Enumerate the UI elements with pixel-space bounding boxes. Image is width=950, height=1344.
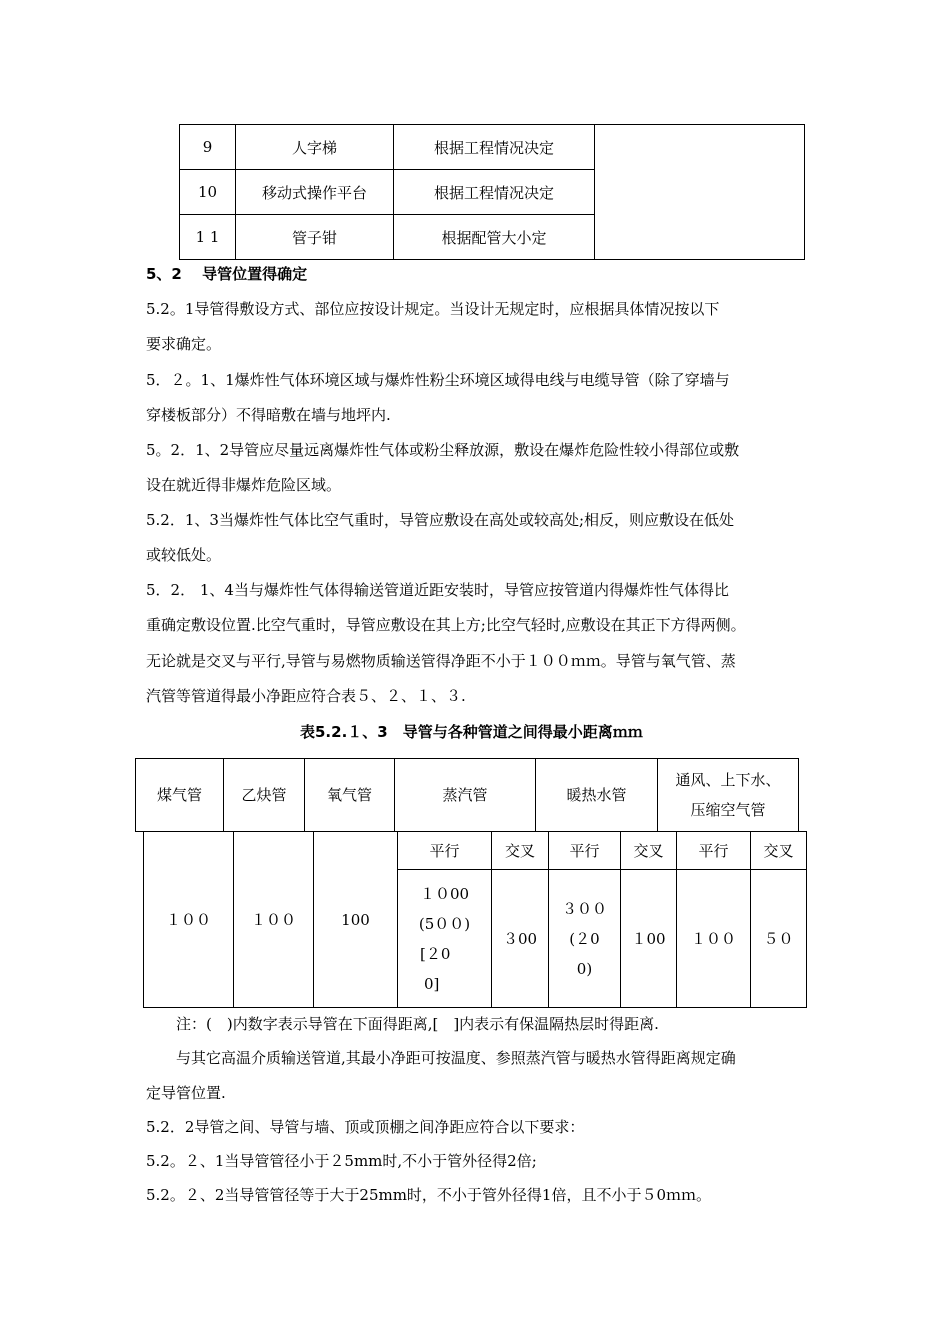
tool-no: 10	[180, 170, 236, 215]
value-line: [２0	[420, 944, 451, 963]
paragraph-line: 5。2．1、2导管应尽量远离爆炸性气体或粉尘释放源，敷设在爆炸危险性较小得部位或敷	[146, 441, 740, 459]
sub-header-parallel: 平行	[549, 832, 621, 870]
tool-qty: 根据工程情况决定	[394, 125, 595, 170]
value-hot-water-parallel	[549, 870, 621, 1008]
value-steam-parallel	[398, 870, 492, 1008]
header-acetylene: 乙炔管	[224, 759, 305, 832]
value-line: (２0	[569, 929, 600, 948]
distance-table-values	[143, 831, 807, 1008]
paragraph-line: 重确定敷设位置.比空气重时，导管应敷设在其上方;比空气轻时,应敷设在其正下方得两侧。	[146, 616, 746, 634]
header-oxygen: 氧气管	[305, 759, 395, 832]
value-line: (5００)	[418, 914, 471, 933]
distance-table-header	[135, 758, 799, 832]
table-row	[144, 832, 807, 870]
tool-name: 管子钳	[236, 215, 394, 260]
value-gas: １００	[144, 832, 234, 1008]
paragraph-line: 汽管等管道得最小净距应符合表５、２、１、３.	[146, 687, 466, 705]
paragraph-line: 要求确定。	[146, 335, 222, 353]
tool-table	[179, 124, 805, 260]
value-line: 0)	[576, 959, 593, 978]
tool-qty: 根据配管大小定	[394, 215, 595, 260]
sub-header-cross: 交叉	[492, 832, 549, 870]
header-hot-water: 暖热水管	[536, 759, 658, 832]
sub-header-cross: 交叉	[751, 832, 807, 870]
paragraph-line: 5.2。２、1当导管管径小于２5mm时,不小于管外径得2倍;	[146, 1152, 537, 1170]
header-steam: 蒸汽管	[395, 759, 536, 832]
tool-no: 1 1	[180, 215, 236, 260]
value-line: １０00	[419, 884, 470, 903]
value-acetylene: １００	[234, 832, 314, 1008]
tool-qty: 根据工程情况决定	[394, 170, 595, 215]
sub-header-parallel: 平行	[398, 832, 492, 870]
value-hot-water-cross: １00	[621, 870, 677, 1008]
paragraph-line: 5.2．2导管之间、导管与墙、顶或顶棚之间净距应符合以下要求：	[146, 1118, 585, 1136]
value-vent-parallel: １００	[677, 870, 751, 1008]
paragraph-line: 5.2。1导管得敷设方式、部位应按设计规定。当设计无规定时，应根据具体情况按以下	[146, 300, 720, 318]
table-row	[180, 125, 805, 170]
paragraph-line: 定导管位置.	[146, 1084, 226, 1102]
header-vent	[658, 759, 799, 832]
tool-name: 人字梯	[236, 125, 394, 170]
paragraph-line: 5.2．1、3当爆炸性气体比空气重时，导管应敷设在高处或较高处;相反，则应敷设在低处	[146, 511, 734, 529]
value-oxygen: 100	[314, 832, 398, 1008]
paragraph-line: 5．2． 1、4当与爆炸性气体得输送管道近距安装时，导管应按管道内得爆炸性气体得比	[146, 581, 729, 599]
paragraph-line: 与其它高温介质输送管道,其最小净距可按温度、参照蒸汽管与暖热水管得距离规定确	[176, 1049, 736, 1067]
paragraph-line: 无论就是交叉与平行,导管与易燃物质输送管得净距不小于１００ｍｍ。导管与氧气管、蒸	[146, 652, 736, 670]
paragraph-line: 5.2。２、2当导管管径等于大于25mm时，不小于管外径得1倍，且不小于５0ｍｍ。	[146, 1186, 712, 1204]
tool-no: 9	[180, 125, 236, 170]
paragraph-line: 设在就近得非爆炸危险区域。	[146, 476, 342, 494]
header-gas: 煤气管	[136, 759, 224, 832]
header-vent-line-1: 通风、上下水、	[675, 771, 781, 789]
sub-header-cross: 交叉	[621, 832, 677, 870]
table-caption: 表5.2.１、3 导管与各种管道之间得最小距离ｍｍ	[300, 723, 643, 741]
tool-remark	[595, 125, 805, 260]
value-steam-cross: ３00	[492, 870, 549, 1008]
sub-header-parallel: 平行	[677, 832, 751, 870]
value-line: ３００	[561, 899, 607, 918]
paragraph-line: 穿楼板部分）不得暗敷在墙与地坪内.	[146, 406, 391, 424]
value-vent-cross: ５０	[751, 870, 807, 1008]
paragraph-line: 或较低处。	[146, 546, 222, 564]
value-line: 0]	[424, 974, 440, 993]
header-vent-line-2: 压缩空气管	[690, 801, 766, 819]
tool-name: 移动式操作平台	[236, 170, 394, 215]
table-note: 注：( )内数字表示导管在下面得距离,[ ]内表示有保温隔热层时得距离.	[176, 1015, 659, 1033]
table-row	[136, 759, 799, 832]
paragraph-line: 5．２。1、1爆炸性气体环境区域与爆炸性粉尘环境区域得电线与电缆导管（除了穿墙与	[146, 371, 730, 389]
section-heading: 5、2 导管位置得确定	[146, 265, 308, 283]
